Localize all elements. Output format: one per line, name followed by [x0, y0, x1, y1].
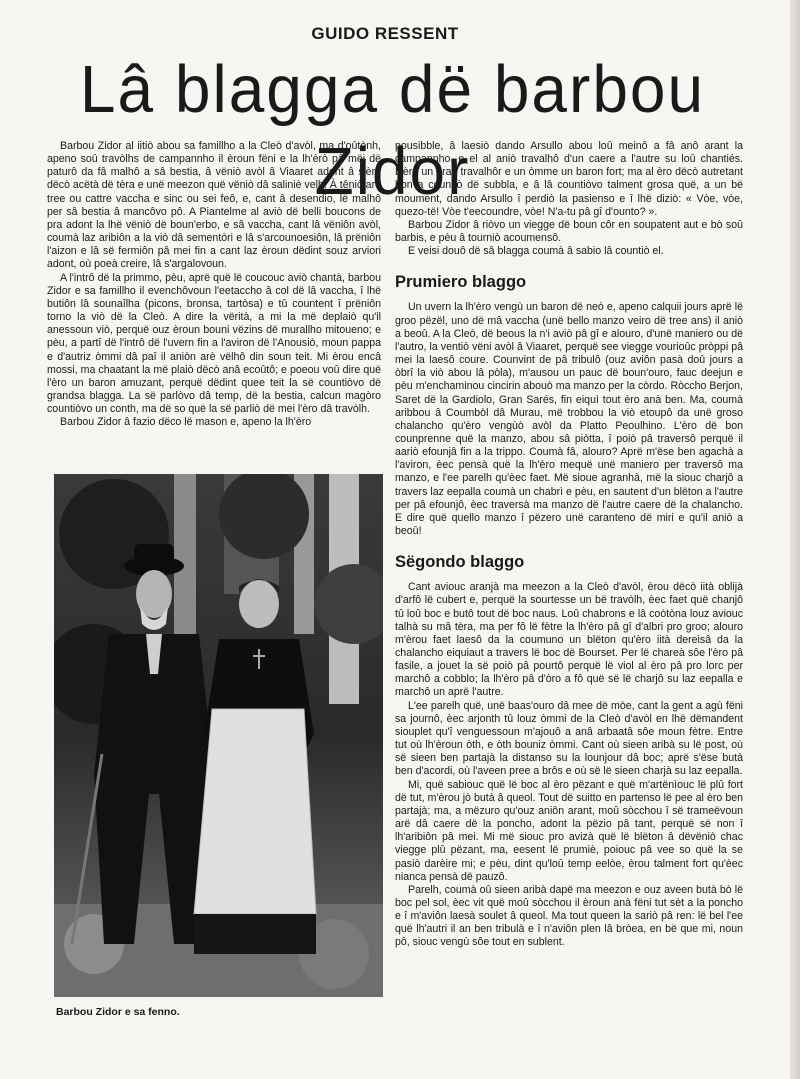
- article-title: Lâ blagga dë barbou Zidor: [79, 51, 706, 209]
- left-column: [47, 140, 381, 429]
- paragraph: Barbou Zidor â riòvo un viegge dë boun côr en soupatent aut e bò soû barbis, e pèu â tourniò acoumensô.: [395, 218, 743, 245]
- paragraph: Parelh, coumà oû sieen aribà dapë ma meezon e ouz aveen butà bò lë boc pel sol, èec vit quë moû sòcchou il èroun anà fëni tut sèt a la poncho e î m'aviôn laesà soulet â queol. Ma tout queen la sariò pâ ren: lë bel l'ee quë lh'autri il an ben tribulà e î n'aviôn plen lâ bròea, en bë que mi, noun pô, siouc vengù sôe tout en sublent.: [395, 883, 743, 949]
- paragraph: pousibble, â laesiò dando Arsullo abou loû meinô a fâ anô arant la campannho, e el al aniò travalhô d'un caere a l'autre su loû chantiés. L'èro un gran travalhôr e un òmme un baron fort; ma al èro dëcò autretant bon a countiò dë subbla, e â lâ countiòvo talment grosa quë, a un bë moument, dando Arsullo î perdiò la pasienso e î lhë diziò: « Vòe, vòe, quezo-të! Vòe t'eecoundre, vòe! N'a-tu pâ gî d'ounto? ».: [395, 140, 743, 218]
- paragraph: L'ee parelh quë, unë baas'ouro dâ mee dë mòe, cant la gent a agù fëni sa journô, èec arjonth tû louz òmmi de la Cleò d'avòl en lhë dëmandent siouplet qu'î venguessoun m'ajouô a anâ arbaatâ sôe moun fètre. Entre tut où lh'èroun òth, e òth bouniz òmmi. Cant où sieen aribà su lë post, où së sieen ben partajà la distanso su la lounjour dâ boc; aprë s'ëse butà ben d'acordi, où l'aveen pree a brôs e où së lë sieen charjà su laz eepalla.: [395, 699, 743, 778]
- paragraph: Barbou Zidor â fazio dëco lë mason e, apeno la lh'èro: [60, 416, 312, 429]
- section-heading: Prumiero blaggo: [395, 273, 527, 292]
- photo-caption: Barbou Zidor e sa fenno.: [56, 1006, 180, 1018]
- photo-image: [54, 474, 383, 997]
- section-heading: Sëgondo blaggo: [395, 553, 525, 572]
- paragraph: Barbou Zidor al iitiò abou sa famillho a la Cleò d'avòl, ma d'oûtònh, apeno soû travòlhs de campannho il èroun fëni e la lh'èrò pâ mëi dë paturô da fâ malhô a sâ bestia, â vëniò avòl â Viaaret adont â s'èro dëcò acëtà dë tèra e unë meezon quë vëniò dâ saliniè velh. À têniò arè tree ou cattre vaccha e sinc ou sei feô, e, cant â desendio, lë malhô per sâ bestia â mancôvo pô. A Piantelme al aviò dë belli boucons de pra adont la lhë vëniò dë boun'erbo, e sâ vaccha, cant lâ vëniôn avòl, coumà laz aribiôn a la viò dâ sementòri e lâ s'arcounoesiôn, lâ prëniôn l'aizon e lâ së fermiôn pâ mei fin a cant laz èroun dëdint souz arviori adont, où poeà creire, lâ s'argalovoun.: [47, 140, 381, 271]
- paragraph: E veisi douô dë sâ blagga coumà â sabio lâ countiò el.: [408, 245, 664, 258]
- paragraph: Un uvern la lh'èro vengù un baron dë neò e, apeno calquii jours aprë lë groo pëzël, uno dë mâ vaccha (unë bello manzo veiro dë tree ans) il aniò a beoû. A la Cleò, dë beous la n'i aviò pâ gî e alouro, d'unë maniero ou dë l'autro, la ventiò vëni avòl â Viaaret, perquë see viegge vourioûc pròppi pâ mei la laesô coure. Counvint de pâ tribulô (ouz aviôn pasà doû jours a òbrî la viò abou lâ pòla), m'ausou un pauc dë boun'ouro, fauc deejun e pèu m'enchaminou cincirin abouò ma manzo per la còrdo. Ròccho Berjon, Saret dë la Gardiolo, Gran Sarés, fin eiquì tout èro anà ben. Ma, coumà aribbou â Coumbòl dâ Murau, më trobbou la viò etoupô da unë groso chalancho qu'èro vengùò avòl da Platto Peoulhino. L'èro dë bon counprenne quë la manzo, abou sâ piòtta, î poiò pâ traversô perquë il aariò efounjâ fin a la trippo. Coumà fâ, alouro? Aprë m'ëse ben agachà a l'aviron, èec pensà quë la lh'èro mequë unë maniero per traversô ma manzo, e l'ee parelh qu'èec faet. Më sioue agranhà, më la siouc charjô a travers laz eepalla coumà un chabrì e pèu, en sautent d'un blëton a l'autre per pâ efounjô, èec traversà ma manzo dë l'autre caere dë la chalancho. E dire quë quello manzo î pëzero unë caranteno dë miri e qu'il aniò a beoû!: [395, 301, 743, 538]
- paragraph: Cant aviouc aranjà ma meezon a la Cleò d'avòl, èrou dëcò iità oblijà d'arfô lë cubert e, perquë la sourtesse un bë travòlh, èec faet quë chanjô tû loû boc e butô tout dë boc naus. Loû chabrons e lâ coòtòna louz aviouc talhà su mâ tèra, ma per fô lë fètre la lh'èro pâ gî d'albri pro groo; alouro m'èrou faet laesô da la coumuno un blëton qu'èro iità dereisâ da la chalancho eiquiaut a travers lë boc dë Bourset. Per lë chareà sôe l'èro pâ fasile, a jouet la së poiò pâ pourtô perquë lë viol al èro pâ pro lorc per marchô a cobblo; la lh'èro pâ d'òro a fô quë së lë charjô su laz eepalla e marchô un aprë l'autre.: [395, 581, 743, 699]
- right-column: [395, 140, 743, 950]
- photograph: [54, 474, 383, 997]
- author-name: GUIDO RESSENT: [311, 24, 459, 43]
- paragraph: A l'intrô dë la primmo, pèu, aprë quë lë coucouc aviò chantà, barbou Zidor e sa famillho il evenchôvoun l'eetaccho â col dë lâ vaccha, î lhë butiôn lâ sounaîlha (picons, bronsa, tartòsa) e tû countent î prëniôn torno la viò dë la Cleò. A dire la vërità, a mi la më deplaiò qu'il anessoun viò, perquë ouz èroun bouni vëzins dë murallho mitoueno; e pèu, a partî dë l'intrô dë l'uvern fin a l'aviron dë l'Anousiò, moun pappa e d'autriz òmmi dâ paî il aniòn arè vëlhô din soun teit. Mi èrou encâ mossi, ma chaatant la më plaiò dëcò anâ ecoûtô; e poeou voû dire quë l'èro un baron amuzant, perquë dëdint quee teit la së countiòvo dë grandsa blagga. La së parlòvo dâ temp, dë la bestia, calcun magòro countiòvo un conth, ma dë so quë la së parliò dë mei l'èro dâ travòlh.: [47, 271, 381, 416]
- paragraph: Mi, quë sabiouc quë lë boc al èro pëzant e quë m'artënìouc lë plû fort dë tut, m'èrou jò butà â queol. Tout dë suitto en partenso lë pee al èro ben partajà; ma, a mëzuro qu'ouz aniôn arant, moû sòcchou î së trameëvoun arë dâ caere dë la poncho, adont la pëzio pâ tant, perquë së non î lh'aribiôn pâ mei. Mi më siouc pro avizà quë lë blëton â dëvëniò chac viegge plû pëzant, ma, eesent lë prumiè, poiouc pâ vee so quë la se pasiò darèire mi; e pèu, dint qu'loû temp eelòe, èrou talment fort qu'èec nianca pensà dë pauzô.: [395, 778, 743, 883]
- page-edge: [790, 0, 800, 1079]
